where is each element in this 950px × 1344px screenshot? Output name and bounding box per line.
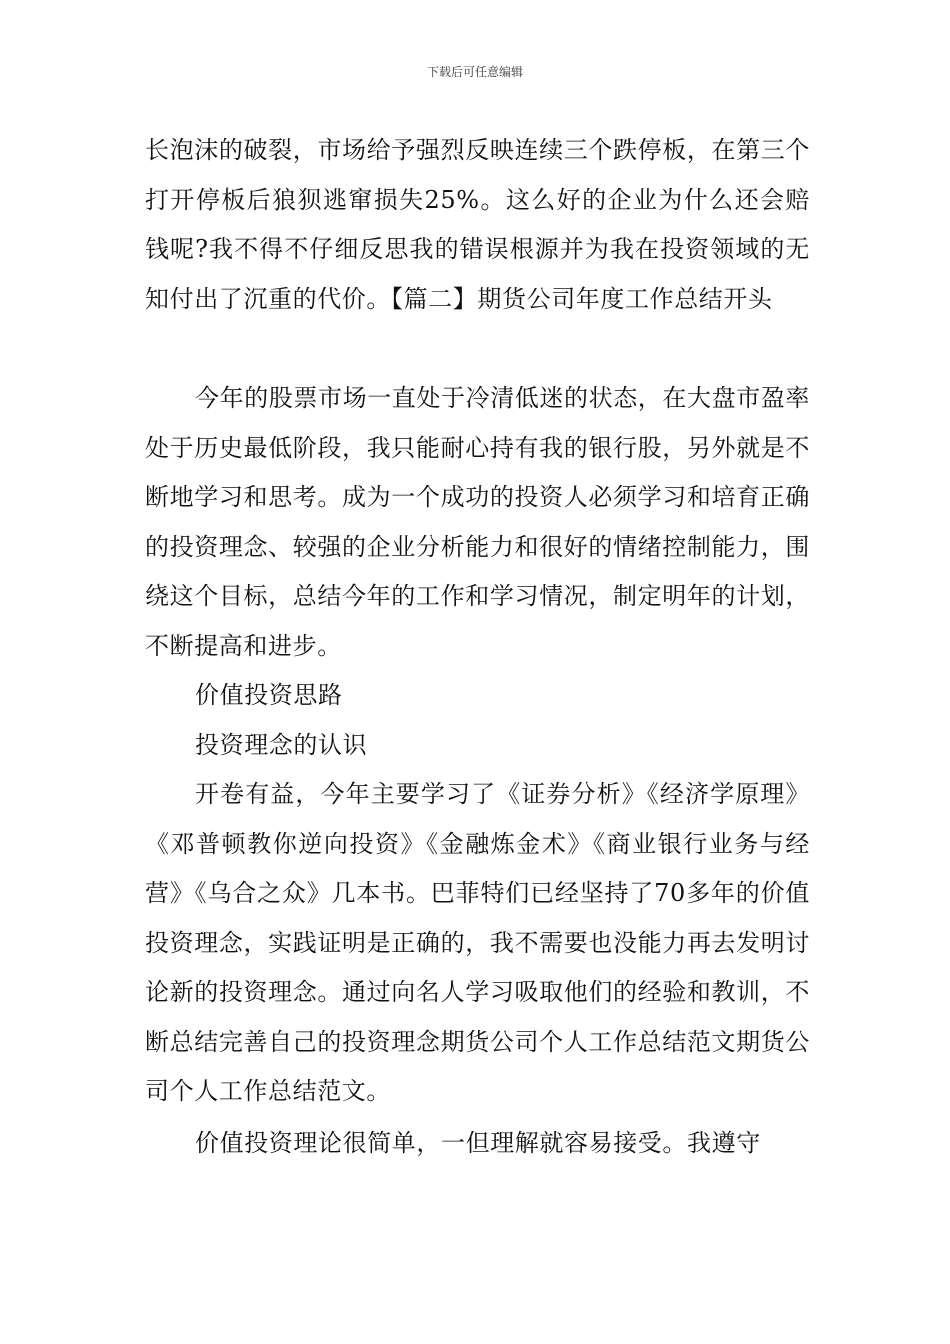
document-body (145, 126, 810, 1168)
section-heading-value-investing: 价值投资思路 (195, 681, 343, 709)
paragraph-value-theory: 价值投资理论很简单，一但理解就容易接受。我遵守 (195, 1128, 761, 1157)
section-heading-investment-philosophy: 投资理念的认识 (195, 730, 368, 759)
paragraph-spacer (145, 324, 810, 374)
page-header-note: 下载后可任意编辑 (426, 65, 523, 79)
paragraph-reading-list: 开卷有益，今年主要学习了《证券分析》《经济学原理》《邓普顿教你逆向投资》《金融炼金术》《商业银行业务与经营》《乌合之众》几本书。巴菲特们已经坚持了70多年的价值投资理念，实践证明是正确的，我不需要也没能力再去发明讨论新的投资理念。通过向名人学习吸取他们的经验和教训，不断总结完善自己的投资理念期货公司个人工作总结范文期货公司个人工作总结范文。 (145, 780, 810, 1105)
paragraph-market-summary: 今年的股票市场一直处于冷清低迷的状态，在大盘市盈率处于历史最低阶段，我只能耐心持有我的银行股，另外就是不断地学习和思考。成为一个成功的投资人必须学习和培育正确的投资理念、较强的企业分析能力和很好的情绪控制能力，围绕这个目标，总结今年的工作和学习情况，制定明年的计划，不断提高和进步。 (145, 384, 810, 660)
paragraph-continuation: 长泡沫的破裂，市场给予强烈反映连续三个跌停板，在第三个打开停板后狼狈逃窜损失25%。这么好的企业为什么还会赔钱呢?我不得不仔细反思我的错误根源并为我在投资领域的无知付出了沉重的代价。【篇二】期货公司年度工作总结开头 (145, 136, 810, 313)
